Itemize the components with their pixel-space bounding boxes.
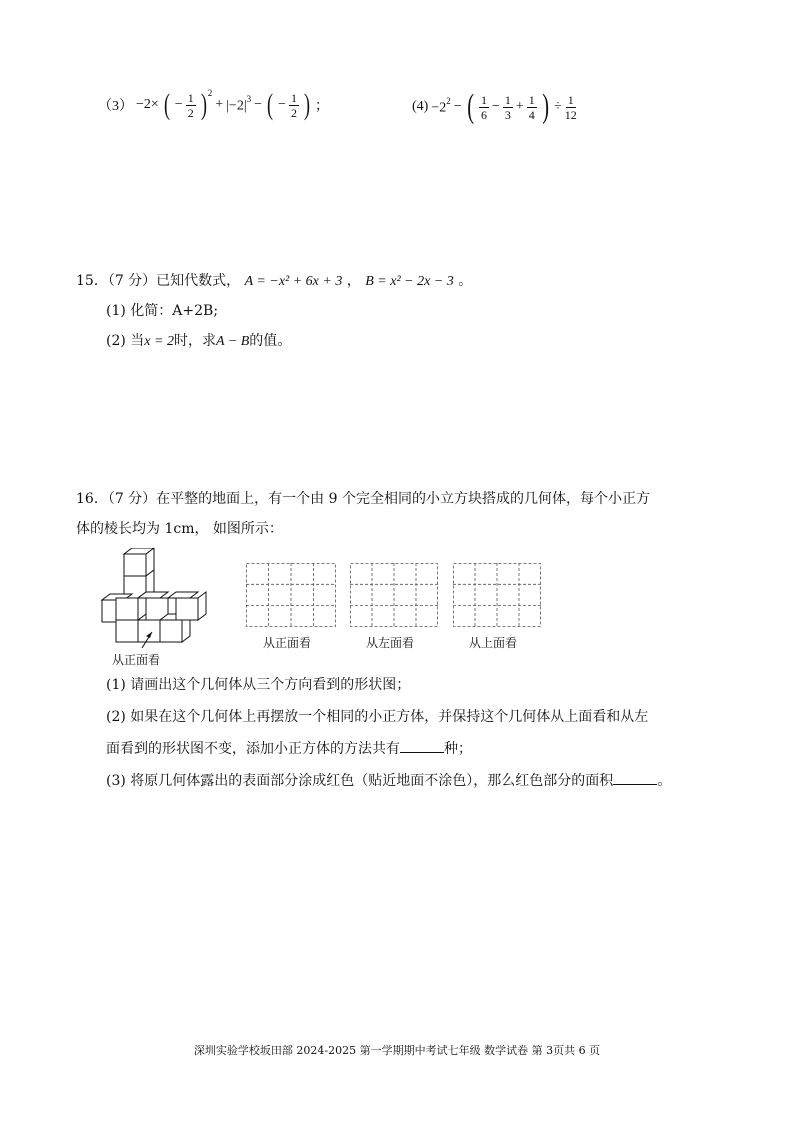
q14-part4: (4) $-2^2$ − ( $\frac{1}{6}$ − $\frac{1}{3}$ + $\frac{1}{4}$ ) ÷ $\frac{1}{12}$ xyxy=(412,88,577,125)
grid-label-top: 从上面看 xyxy=(469,636,518,650)
fraction: $\frac{1}{2}$ xyxy=(290,90,297,120)
q14-p3-term: −2× xyxy=(136,97,159,112)
q16-line1: 16．（7 分）在平整的地面上，有一个由 9 个完全相同的小立方块搭成的几何体，每个小正方 xyxy=(76,491,650,507)
q16-line2: 体的棱长均为 1cm， 如图所示： xyxy=(76,521,283,537)
cube-front-face xyxy=(116,620,138,642)
q14-part3: （3） −2× ( − $\frac{1}{2}$ ) $^2$ + $|-2|^3$ − ( − $\frac{1}{2}$ ) ； xyxy=(98,88,329,121)
q16-sub1: (1) 请画出这个几何体从三个方向看到的形状图； xyxy=(106,677,411,693)
dashed-grid xyxy=(453,563,541,627)
cube-side-face xyxy=(198,592,206,620)
fraction: $\frac{1}{2}$ xyxy=(187,90,194,120)
q14-p3-label: （3） xyxy=(98,99,133,114)
cube-front-face xyxy=(124,554,146,576)
cube-front-face xyxy=(138,620,160,642)
grid-label-left: 从左面看 xyxy=(366,636,415,650)
q15-sub1: (1) 化简：A+2B; xyxy=(106,303,219,319)
front-view-arrow-label: 从正面看 xyxy=(112,653,161,667)
grid-front xyxy=(246,563,336,631)
abs-value: $|-2|^3$ xyxy=(226,93,252,114)
grid-label-front: 从正面看 xyxy=(263,636,312,650)
fraction: $\frac{1}{4}$ xyxy=(528,92,535,122)
grid-top xyxy=(453,563,541,631)
q16-sub2-a: (2) 如果在这个几何体上再摆放一个相同的小正方体，并保持这个几何体从上面看和从左 xyxy=(106,709,649,725)
answer-blank[interactable] xyxy=(400,738,444,753)
dashed-grid xyxy=(246,563,336,627)
q14-p4-label: (4) xyxy=(412,99,429,114)
grid-left xyxy=(350,563,438,631)
fraction: $\frac{1}{6}$ xyxy=(480,92,487,122)
q15-sub2: (2) 当x = 2时，求A − B的值。 xyxy=(106,333,292,349)
fraction: $\frac{1}{3}$ xyxy=(504,92,511,122)
fraction: $\frac{1}{12}$ xyxy=(564,92,577,122)
page-footer: 深圳实验学校坂田部 2024-2025 第一学期期中考试七年级 数学试卷 第 3页共 6 页 xyxy=(193,1044,601,1057)
cube-front-face xyxy=(176,598,198,620)
q16-sub3: (3) 将原几何体露出的表面部分涂成红色（贴近地面不涂色），那么红色部分的面积 。 xyxy=(106,770,671,792)
answer-blank[interactable] xyxy=(613,770,657,785)
cube-front-face xyxy=(160,620,182,642)
cube-front-face xyxy=(116,598,138,620)
cube-stack-figure xyxy=(98,548,218,648)
q15-stem: 15．（7 分）已知代数式， A = −x² + 6x + 3 ， B = x² − 2x − 3 。 xyxy=(76,273,473,289)
q16-sub2-b: 面看到的形状图不变，添加小正方体的方法共有 种； xyxy=(106,738,472,760)
cube-top-face xyxy=(168,592,198,598)
dashed-grid xyxy=(350,563,438,627)
